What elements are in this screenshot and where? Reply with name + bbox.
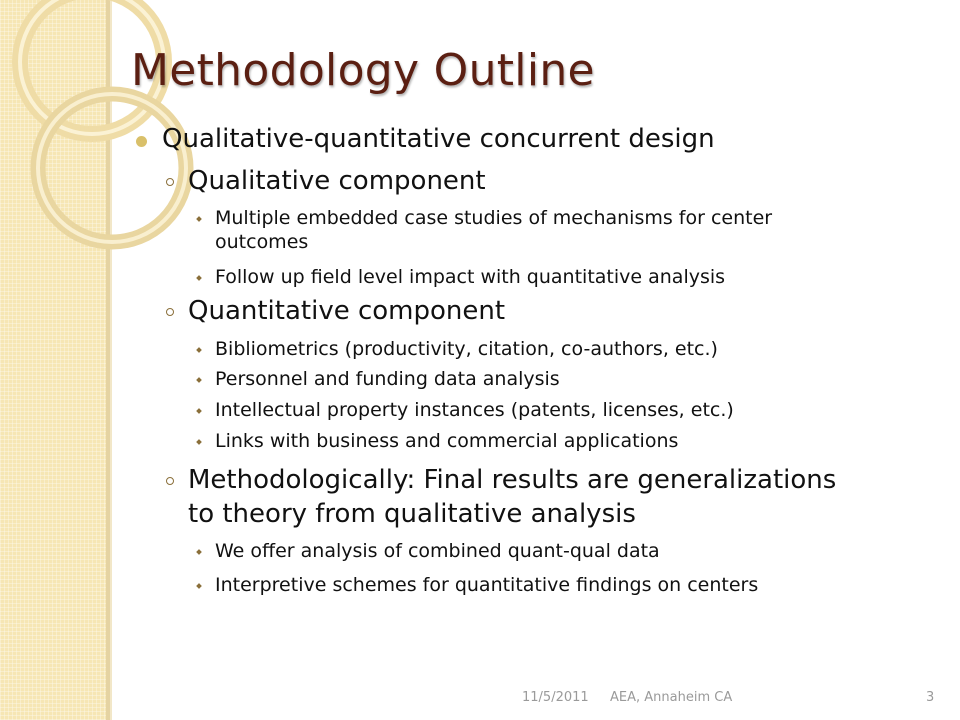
bullet-level2: Qualitative component: [188, 166, 486, 196]
bullet-square-icon: [196, 377, 202, 383]
bullet-square-icon: [196, 439, 202, 445]
bullet-ring-icon: [166, 308, 174, 316]
footer-page-number: 3: [926, 690, 935, 705]
bullet-level2: Methodologically: Final results are generalizations: [188, 465, 837, 495]
bullet-level1: Qualitative-quantitative concurrent design: [162, 124, 715, 154]
bullet-level3-continuation: outcomes: [215, 231, 309, 253]
bullet-square-icon: [196, 216, 202, 222]
footer-date: 11/5/2011: [522, 690, 589, 705]
bullet-level3: Personnel and funding data analysis: [215, 368, 560, 390]
bullet-square-icon: [196, 347, 202, 353]
bullet-level3: Bibliometrics (productivity, citation, co-authors, etc.): [215, 338, 718, 360]
bullet-square-icon: [196, 583, 202, 589]
bullet-level3: Multiple embedded case studies of mechanisms for center: [215, 207, 773, 229]
footer-event: AEA, Annaheim CA: [610, 690, 733, 705]
bullet-square-icon: [196, 275, 202, 281]
bullet-level3: Intellectual property instances (patents, licenses, etc.): [215, 399, 734, 421]
bullet-level2: Quantitative component: [188, 296, 506, 326]
bullet-level3: Follow up field level impact with quantitative analysis: [215, 266, 726, 288]
bullet-dot-icon: [136, 136, 147, 147]
bullet-level3: Interpretive schemes for quantitative findings on centers: [215, 574, 759, 596]
bullet-square-icon: [196, 549, 202, 555]
slide-title: Methodology Outline: [131, 45, 595, 96]
bullet-ring-icon: [166, 178, 174, 186]
bullet-level2-continuation: to theory from qualitative analysis: [188, 499, 636, 529]
bullet-level3: Links with business and commercial applications: [215, 430, 679, 452]
bullet-ring-icon: [166, 477, 174, 485]
bullet-level3: We offer analysis of combined quant-qual data: [215, 540, 660, 562]
bullet-square-icon: [196, 408, 202, 414]
